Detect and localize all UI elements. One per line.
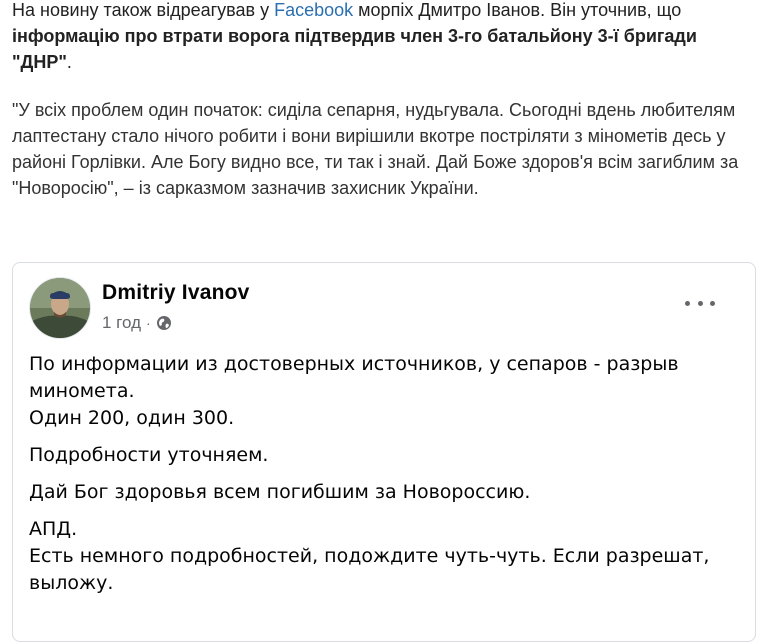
profile-photo-icon: [30, 278, 90, 338]
p1-prefix: На новину також відреагував у: [12, 0, 275, 20]
globe-icon: [156, 315, 172, 331]
post-author[interactable]: Dmitriy Ivanov: [102, 281, 250, 304]
article-paragraph-2: "У всіх проблем один початок: сиділа сепарня, нудьгувала. Сьогодні вдень любителям лаптестану стало нічого робити і вони вирішили вкотре постріляти з мінометів десь у районі Горлівки. Але Богу видно все, ти так і знай. Дай Боже здоров'я всім загиблим за "Новоросію", – із сарказмом зазначив захисник України.: [12, 100, 739, 198]
post-line: По информации из достоверных источников, у сепаров - разрыв: [29, 353, 679, 375]
more-dot: [698, 301, 703, 306]
post-line: миномета.: [29, 380, 135, 402]
avatar[interactable]: [29, 277, 91, 339]
meta-separator: ·: [146, 315, 151, 331]
post-body: [29, 351, 741, 597]
more-dot: [710, 301, 715, 306]
facebook-post-embed: [12, 262, 756, 642]
facebook-link[interactable]: Facebook: [274, 0, 354, 20]
article-paragraph-1: [12, 0, 742, 75]
p1-bold-text: інформацію про втрати ворога підтвердив член 3-го батальйону 3-ї бригади "ДНР": [12, 26, 697, 72]
post-line: выложу.: [29, 572, 114, 594]
p1-after-link: морпіх Дмитро Іванов. Він уточнив, що: [353, 0, 682, 20]
post-line: Один 200, один 300.: [29, 407, 235, 429]
post-time[interactable]: 1 год: [102, 313, 142, 332]
post-line: Есть немного подробностей, подождите чуть-чуть. Если разрешат,: [29, 545, 710, 567]
post-line: Подробности уточняем.: [29, 444, 269, 466]
more-options-icon[interactable]: [685, 293, 715, 313]
p1-end: .: [66, 52, 72, 72]
post-line: Дай Бог здоровья всем погибшим за Новороссию.: [29, 481, 531, 503]
post-meta: [102, 313, 172, 333]
post-line: АПД.: [29, 518, 78, 540]
more-dot: [685, 301, 690, 306]
